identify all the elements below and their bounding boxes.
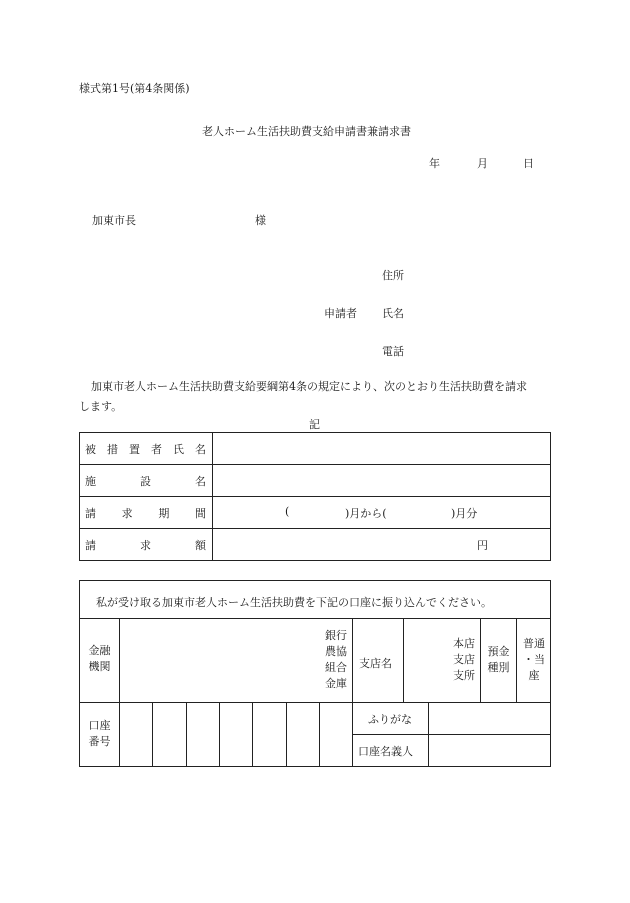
institution-label: 金融 機関 (88, 644, 111, 673)
branch-types: 本店 支店 支所 (453, 637, 475, 682)
amount-unit: 円 (477, 539, 488, 552)
bank-instruction: 私が受け取る加東市老人ホーム生活扶助費を下記の口座に振り込んでください。 (96, 596, 492, 609)
deposit-type-label: 預金 種別 (487, 645, 510, 674)
furigana-label: ふりがな (368, 713, 412, 726)
branch-label: 支店名 (359, 657, 392, 670)
field-branch-name[interactable] (405, 620, 449, 700)
statement-line-1: 加東市老人ホーム生活扶助費支給要綱第4条の規定により、次のとおり生活扶助費を請求 (91, 380, 527, 393)
honorific: 様 (255, 214, 266, 227)
date-day: 日 (523, 157, 534, 170)
account-digit-box-1[interactable] (120, 703, 151, 766)
date-year: 年 (429, 157, 440, 170)
account-digit-box-6[interactable] (287, 703, 318, 766)
account-digit-box-5[interactable] (253, 703, 285, 766)
account-number-label: 口座 番号 (88, 719, 111, 748)
period-to-text: )月分 (451, 507, 478, 520)
field-account-holder[interactable] (430, 735, 549, 766)
period-from-text: )月から( (345, 507, 387, 520)
applicant-role-label: 申請者 (324, 307, 357, 320)
account-holder-label: 口座名義人 (358, 745, 413, 758)
account-digit-box-7[interactable] (320, 703, 351, 766)
deposit-type-options[interactable]: 普通 ・当 座 (523, 637, 545, 682)
ki-heading: 記 (309, 418, 320, 431)
name-label: 氏名 (382, 307, 404, 320)
document-title: 老人ホーム生活扶助費支給申請書兼請求書 (202, 125, 411, 138)
label-resident-name: 被 措 置 者 氏 名 (85, 443, 206, 456)
field-period-to[interactable] (398, 501, 450, 523)
period-open-paren: ( (285, 505, 290, 518)
account-digit-box-3[interactable] (187, 703, 218, 766)
field-furigana[interactable] (430, 703, 549, 733)
account-digit-box-4[interactable] (220, 703, 251, 766)
account-digit-box-2[interactable] (153, 703, 185, 766)
label-facility-name: 施 設 名 (85, 475, 206, 488)
phone-label: 電話 (382, 345, 404, 358)
field-facility-name[interactable] (213, 465, 549, 495)
label-claim-amount: 請 求 額 (85, 539, 206, 552)
field-institution-name[interactable] (121, 620, 321, 700)
statement-line-2: します。 (79, 400, 123, 413)
field-resident-name[interactable] (213, 433, 549, 463)
label-claim-period: 請 求 期 間 (85, 507, 206, 520)
addressee: 加東市長 (92, 214, 136, 227)
address-label: 住所 (382, 269, 404, 282)
form-number: 様式第1号(第4条関係) (79, 82, 190, 95)
field-claim-amount[interactable] (213, 529, 473, 559)
institution-types: 銀行 農協 組合 金庫 (325, 629, 347, 690)
date-month: 月 (477, 157, 488, 170)
field-period-from[interactable] (293, 501, 343, 523)
